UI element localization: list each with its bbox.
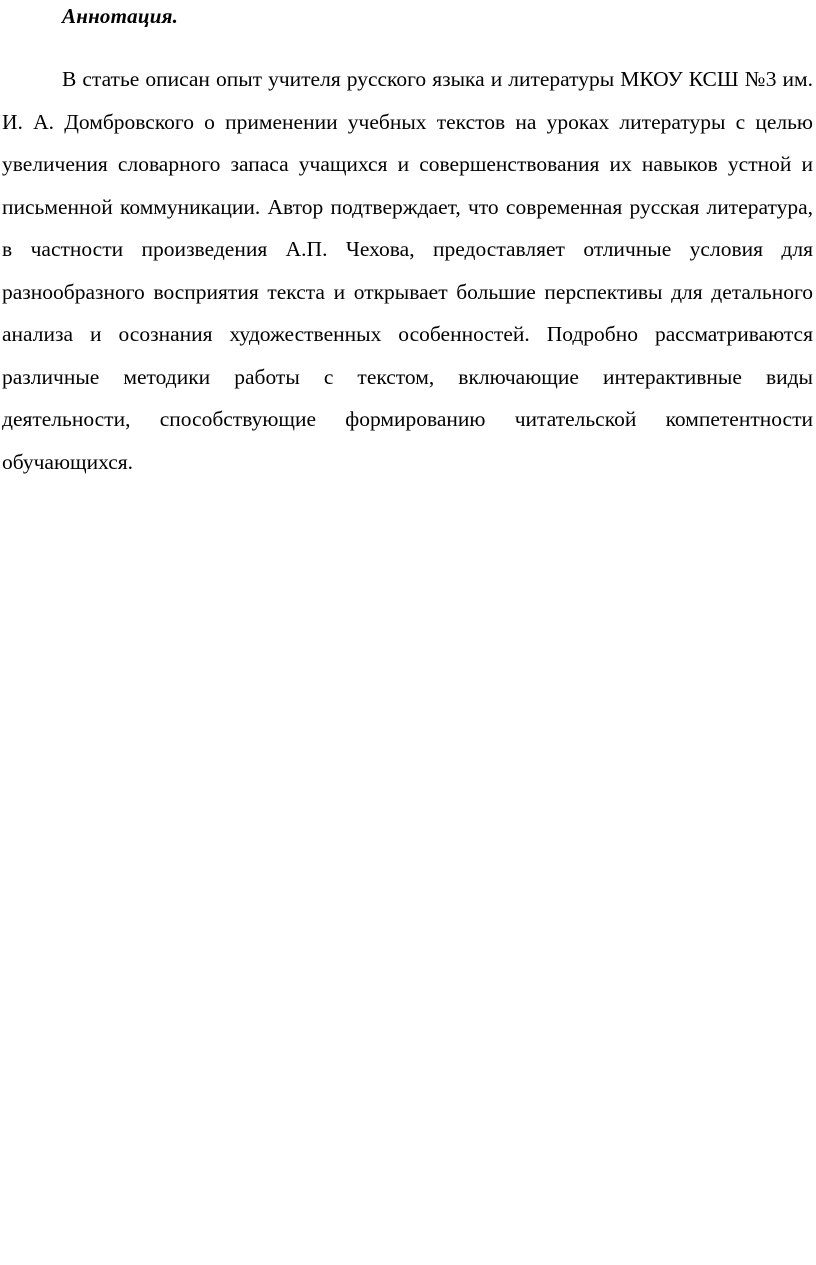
annotation-heading: Аннотация. — [62, 4, 179, 28]
annotation-paragraph: В статье описан опыт учителя русского языка и литературы МКОУ КСШ №3 им. И. А. Домбровского о применении учебных текстов на уроках литературы с целью увеличения словарного запаса учащихся и совершенствования их навыков устной и письменной коммуникации. Автор подтверждает, что современная русская литература, в частности произведения А.П. Чехова, предоставляет отличные условия для разнообразного восприятия текста и открывает большие перспективы для детального анализа и осознания художественных особенностей. Подробно рассматриваются различные методики работы с текстом, включающие интерактивные виды деятельности, способствующие формированию читательской компетентности обучающихся. — [2, 67, 813, 474]
